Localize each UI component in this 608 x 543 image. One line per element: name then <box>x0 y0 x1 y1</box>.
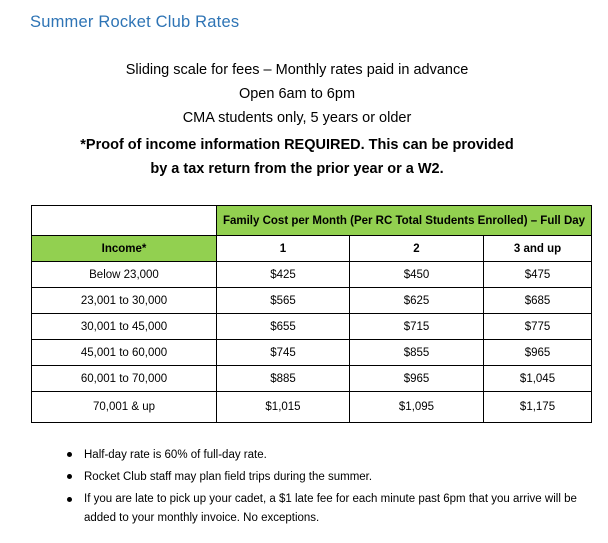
group-header-cell: Family Cost per Month (Per RC Total Students Enrolled) – Full Day <box>217 206 592 236</box>
income-cell: 30,001 to 45,000 <box>32 314 217 340</box>
income-cell: 23,001 to 30,000 <box>32 288 217 314</box>
column-header-cell: 2 <box>350 236 484 262</box>
rate-cell: $1,095 <box>350 392 484 423</box>
bullet-icon <box>67 452 72 457</box>
income-cell: 70,001 & up <box>32 392 217 423</box>
column-header-cell: 1 <box>217 236 350 262</box>
notes-list <box>67 444 587 528</box>
rate-cell: $565 <box>217 288 350 314</box>
rate-cell: $965 <box>350 366 484 392</box>
column-header-cell: 3 and up <box>484 236 592 262</box>
rate-cell: $655 <box>217 314 350 340</box>
note-text: Half-day rate is 60% of full-day rate. <box>84 449 267 461</box>
rate-cell: $965 <box>484 340 592 366</box>
rate-cell: $625 <box>350 288 484 314</box>
rate-cell: $885 <box>217 366 350 392</box>
rate-cell: $425 <box>217 262 350 288</box>
rate-cell: $855 <box>350 340 484 366</box>
table-header-row <box>32 236 592 262</box>
table-row <box>32 314 592 340</box>
rate-cell: $745 <box>217 340 350 366</box>
bullet-icon <box>67 474 72 479</box>
rates-table <box>31 205 592 423</box>
empty-corner-cell <box>32 206 217 236</box>
rate-cell: $775 <box>484 314 592 340</box>
intro-block <box>0 58 594 130</box>
bullet-icon <box>67 497 72 502</box>
note-text: Rocket Club staff may plan field trips during the summer. <box>84 471 373 483</box>
requirement-line: *Proof of income information REQUIRED. This can be provided <box>80 137 514 153</box>
rate-cell: $450 <box>350 262 484 288</box>
intro-line: Sliding scale for fees – Monthly rates paid in advance <box>125 62 469 78</box>
list-item <box>67 490 587 528</box>
table-row <box>32 392 592 423</box>
rate-cell: $685 <box>484 288 592 314</box>
rate-cell: $1,175 <box>484 392 592 423</box>
intro-line: CMA students only, 5 years or older <box>182 110 412 126</box>
requirement-line: by a tax return from the prior year or a W2. <box>150 161 444 177</box>
rate-cell: $1,015 <box>217 392 350 423</box>
table-group-header-row <box>32 206 592 236</box>
list-item <box>67 444 587 466</box>
rate-cell: $475 <box>484 262 592 288</box>
requirement-notice <box>0 133 594 181</box>
intro-line: Open 6am to 6pm <box>238 86 356 102</box>
income-header-cell: Income* <box>32 236 217 262</box>
table-row <box>32 366 592 392</box>
rate-cell: $715 <box>350 314 484 340</box>
income-cell: Below 23,000 <box>32 262 217 288</box>
table-row <box>32 262 592 288</box>
rate-cell: $1,045 <box>484 366 592 392</box>
note-text: If you are late to pick up your cadet, a $1 late fee for each minute past 6pm that you arrive will be added to your monthly invoice. No exceptions. <box>84 493 577 524</box>
income-cell: 45,001 to 60,000 <box>32 340 217 366</box>
list-item <box>67 466 587 488</box>
income-cell: 60,001 to 70,000 <box>32 366 217 392</box>
table-row <box>32 340 592 366</box>
page-title: Summer Rocket Club Rates <box>30 13 240 31</box>
table-row <box>32 288 592 314</box>
